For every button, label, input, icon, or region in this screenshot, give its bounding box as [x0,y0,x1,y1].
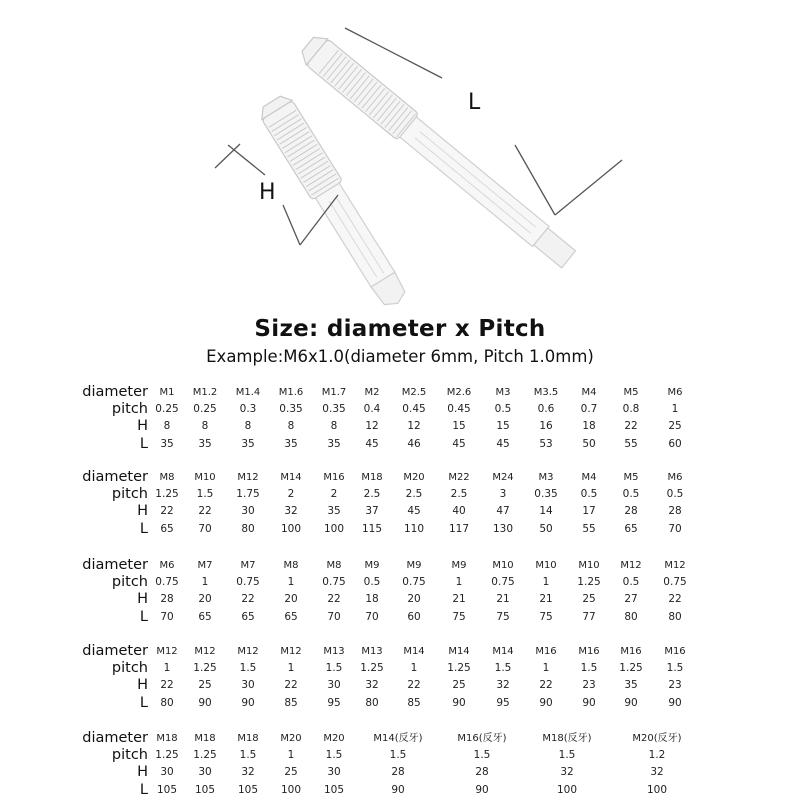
h-cell: 22 [284,679,298,691]
row-label-l: L [139,609,148,625]
l-cell: 110 [403,523,425,535]
diameter-cell: M9 [364,560,380,571]
l-cell: 65 [241,611,255,623]
row-label-h: H [137,418,148,434]
h-cell: 30 [327,679,341,691]
diameter-cell: M14 [280,472,302,483]
diameter-cell: M1.7 [321,387,347,398]
h-cell: 23 [582,679,596,691]
row-label-l: L [139,782,148,798]
size-table-1 [0,384,800,456]
h-cell: 32 [365,679,379,691]
diameter-cell: M14 [448,646,470,657]
pitch-cell: 2 [330,488,338,500]
pitch-cell: 1.25 [577,576,601,588]
diameter-cell: M3 [495,387,511,398]
l-cell: 70 [668,523,682,535]
h-cell: 22 [407,679,421,691]
l-cell: 100 [323,523,345,535]
diameter-cell: M2.5 [401,387,427,398]
pitch-cell: 1.25 [155,749,179,761]
h-cell: 16 [539,420,553,432]
diameter-cell: M12 [664,560,686,571]
diameter-cell: M2 [364,387,380,398]
l-cell: 80 [365,697,379,709]
diameter-cell: M16 [535,646,557,657]
diameter-cell: M14 [403,646,425,657]
l-cell: 65 [284,611,298,623]
h-cell: 8 [330,420,338,432]
tap-illustration [0,0,800,310]
l-cell: 46 [407,438,421,450]
pitch-cell: 1 [542,576,550,588]
diameter-cell: M5 [623,387,639,398]
l-cell: 70 [327,611,341,623]
diameter-cell: M12 [620,560,642,571]
diameter-cell: M16 [578,646,600,657]
h-cell: 20 [407,593,421,605]
h-cell: 32 [241,766,255,778]
h-cell: 15 [496,420,510,432]
diameter-cell: M16 [323,472,345,483]
pitch-cell: 0.6 [537,403,555,415]
row-label-diameter: diameter [82,384,148,400]
h-cell: 30 [198,766,212,778]
diameter-cell: M4 [581,387,597,398]
pitch-cell: 0.3 [239,403,257,415]
diameter-cell: M18 [194,733,216,744]
h-cell: 12 [365,420,379,432]
pitch-cell: 1.5 [473,749,491,761]
pitch-cell: 1 [287,662,295,674]
l-cell: 85 [284,697,298,709]
pitch-cell: 3 [499,488,507,500]
l-cell: 70 [365,611,379,623]
l-cell: 65 [624,523,638,535]
pitch-cell: 1.25 [360,662,384,674]
diameter-cell: M18(反牙) [542,733,592,744]
size-example: Example:M6x1.0(diameter 6mm, Pitch 1.0mm) [206,347,594,366]
diameter-cell: M2.6 [446,387,472,398]
l-cell: 70 [198,523,212,535]
row-label-pitch: pitch [111,486,148,502]
row-label-l: L [139,521,148,537]
l-cell: 95 [327,697,341,709]
pitch-cell: 1 [410,662,418,674]
h-cell: 27 [624,593,638,605]
pitch-cell: 0.45 [402,403,426,415]
l-cell: 75 [539,611,553,623]
diameter-cell: M7 [240,560,256,571]
h-cell: 30 [241,505,255,517]
l-cell: 90 [475,784,489,796]
h-cell: 12 [407,420,421,432]
h-cell: 25 [668,420,682,432]
size-table-2 [0,469,800,541]
h-cell: 21 [496,593,510,605]
size-table-3 [0,557,800,629]
diameter-cell: M1.4 [235,387,261,398]
h-cell: 8 [244,420,252,432]
pitch-cell: 0.5 [580,488,598,500]
l-cell: 75 [496,611,510,623]
row-label-h: H [137,503,148,519]
pitch-cell: 0.75 [236,576,260,588]
l-cell: 75 [452,611,466,623]
pitch-cell: 1 [542,662,550,674]
l-cell: 105 [194,784,216,796]
diameter-cell: M6 [667,472,683,483]
l-cell: 105 [323,784,345,796]
tap-diagram [0,0,800,310]
l-cell: 55 [582,523,596,535]
diameter-cell: M1.6 [278,387,304,398]
diameter-cell: M20 [403,472,425,483]
l-cell: 45 [452,438,466,450]
h-cell: 32 [650,766,664,778]
row-label-diameter: diameter [82,469,148,485]
l-cell: 60 [407,611,421,623]
length-dimension-label: L [468,90,481,115]
row-label-diameter: diameter [82,730,148,746]
pitch-cell: 1.5 [239,749,257,761]
l-cell: 115 [361,523,383,535]
h-cell: 40 [452,505,466,517]
diameter-cell: M10 [578,560,600,571]
pitch-cell: 1.25 [193,749,217,761]
h-cell: 28 [391,766,405,778]
diameter-cell: M3.5 [533,387,559,398]
pitch-cell: 1 [455,576,463,588]
l-cell: 90 [391,784,405,796]
l-cell: 100 [556,784,578,796]
row-label-pitch: pitch [111,401,148,417]
l-cell: 80 [241,523,255,535]
h-cell: 15 [452,420,466,432]
pitch-cell: 1.75 [236,488,260,500]
pitch-cell: 1.5 [494,662,512,674]
pitch-cell: 1.25 [447,662,471,674]
h-cell: 28 [475,766,489,778]
diameter-cell: M20 [280,733,302,744]
pitch-cell: 2.5 [363,488,381,500]
row-label-l: L [139,695,148,711]
pitch-cell: 0.45 [447,403,471,415]
diameter-cell: M12 [237,646,259,657]
diameter-cell: M10 [492,560,514,571]
pitch-cell: 0.5 [666,488,684,500]
l-cell: 105 [237,784,259,796]
diameter-cell: M13 [361,646,383,657]
h-cell: 45 [407,505,421,517]
l-cell: 90 [539,697,553,709]
l-cell: 95 [496,697,510,709]
diameter-cell: M22 [448,472,470,483]
pitch-cell: 1 [201,576,209,588]
pitch-cell: 1.5 [389,749,407,761]
pitch-cell: 1.25 [619,662,643,674]
h-cell: 35 [327,505,341,517]
l-cell: 35 [160,438,174,450]
l-cell: 45 [365,438,379,450]
pitch-cell: 2.5 [450,488,468,500]
pitch-cell: 0.8 [622,403,640,415]
pitch-cell: 1.5 [558,749,576,761]
pitch-cell: 0.75 [155,576,179,588]
h-cell: 30 [327,766,341,778]
row-label-pitch: pitch [111,747,148,763]
diameter-cell: M24 [492,472,514,483]
l-cell: 35 [284,438,298,450]
row-label-diameter: diameter [82,643,148,659]
diameter-cell: M8 [326,560,342,571]
l-cell: 90 [582,697,596,709]
l-cell: 130 [492,523,514,535]
diameter-cell: M16 [620,646,642,657]
diameter-cell: M12 [280,646,302,657]
l-cell: 100 [646,784,668,796]
diameter-cell: M12 [156,646,178,657]
pitch-cell: 0.5 [363,576,381,588]
l-cell: 65 [198,611,212,623]
pitch-cell: 1 [671,403,679,415]
pitch-cell: 0.75 [663,576,687,588]
h-cell: 22 [668,593,682,605]
pitch-cell: 1.5 [239,662,257,674]
diameter-cell: M16(反牙) [457,733,507,744]
diameter-cell: M20 [323,733,345,744]
pitch-cell: 1.5 [325,749,343,761]
row-label-diameter: diameter [82,557,148,573]
h-cell: 32 [560,766,574,778]
pitch-cell: 0.5 [622,576,640,588]
size-table-4 [0,643,800,715]
l-cell: 90 [452,697,466,709]
l-cell: 70 [160,611,174,623]
h-cell: 8 [287,420,295,432]
diameter-cell: M6 [667,387,683,398]
diameter-cell: M20(反牙) [632,733,682,744]
l-cell: 90 [241,697,255,709]
pitch-cell: 0.75 [402,576,426,588]
h-cell: 18 [365,593,379,605]
row-label-h: H [137,764,148,780]
pitch-cell: 1.5 [196,488,214,500]
h-cell: 47 [496,505,510,517]
pitch-cell: 0.25 [155,403,179,415]
pitch-cell: 1.25 [155,488,179,500]
pitch-cell: 0.35 [322,403,346,415]
pitch-cell: 1.5 [580,662,598,674]
l-cell: 45 [496,438,510,450]
l-cell: 53 [539,438,553,450]
l-cell: 50 [539,523,553,535]
diameter-cell: M9 [406,560,422,571]
pitch-cell: 0.4 [363,403,381,415]
diameter-cell: M7 [197,560,213,571]
pitch-cell: 0.25 [193,403,217,415]
diameter-cell: M14 [492,646,514,657]
pitch-cell: 1.2 [648,749,666,761]
l-cell: 80 [668,611,682,623]
diameter-cell: M6 [159,560,175,571]
pitch-cell: 0.35 [534,488,558,500]
l-cell: 50 [582,438,596,450]
l-cell: 55 [624,438,638,450]
h-cell: 18 [582,420,596,432]
diameter-cell: M10 [535,560,557,571]
l-cell: 35 [241,438,255,450]
diameter-cell: M12 [194,646,216,657]
h-cell: 28 [624,505,638,517]
h-cell: 22 [241,593,255,605]
diameter-cell: M18 [237,733,259,744]
pitch-cell: 0.75 [491,576,515,588]
l-cell: 35 [198,438,212,450]
size-table-5 [0,730,800,802]
h-cell: 23 [668,679,682,691]
pitch-cell: 1.5 [666,662,684,674]
h-cell: 22 [198,505,212,517]
h-cell: 30 [241,679,255,691]
row-label-pitch: pitch [111,660,148,676]
diameter-cell: M1 [159,387,175,398]
pitch-cell: 1.5 [325,662,343,674]
l-cell: 65 [160,523,174,535]
diameter-cell: M12 [237,472,259,483]
size-title: Size: diameter x Pitch [254,316,546,342]
pitch-cell: 0.35 [279,403,303,415]
h-cell: 22 [539,679,553,691]
diameter-cell: M1.2 [192,387,218,398]
diameter-cell: M14(反牙) [373,733,423,744]
h-cell: 22 [160,505,174,517]
h-cell: 25 [452,679,466,691]
h-cell: 28 [160,593,174,605]
h-cell: 37 [365,505,379,517]
h-cell: 8 [201,420,209,432]
pitch-cell: 0.5 [622,488,640,500]
l-cell: 90 [668,697,682,709]
pitch-cell: 0.7 [580,403,598,415]
l-cell: 35 [327,438,341,450]
h-cell: 8 [163,420,171,432]
h-cell: 25 [198,679,212,691]
h-cell: 30 [160,766,174,778]
l-cell: 90 [624,697,638,709]
h-cell: 25 [582,593,596,605]
pitch-cell: 1 [287,749,295,761]
h-cell: 28 [668,505,682,517]
l-cell: 90 [198,697,212,709]
h-cell: 32 [284,505,298,517]
l-cell: 105 [156,784,178,796]
row-label-l: L [139,436,148,452]
h-cell: 21 [539,593,553,605]
diameter-cell: M4 [581,472,597,483]
pitch-cell: 1.25 [193,662,217,674]
height-dimension-label: H [259,180,276,205]
pitch-cell: 2.5 [405,488,423,500]
diameter-cell: M8 [283,560,299,571]
diameter-cell: M16 [664,646,686,657]
diameter-cell: M13 [323,646,345,657]
l-cell: 60 [668,438,682,450]
h-cell: 21 [452,593,466,605]
diameter-cell: M3 [538,472,554,483]
h-cell: 22 [327,593,341,605]
h-cell: 22 [624,420,638,432]
row-label-h: H [137,591,148,607]
h-cell: 14 [539,505,553,517]
h-cell: 20 [284,593,298,605]
l-cell: 117 [448,523,470,535]
h-cell: 35 [624,679,638,691]
h-cell: 22 [160,679,174,691]
diameter-cell: M9 [451,560,467,571]
pitch-cell: 1 [163,662,171,674]
pitch-cell: 0.75 [322,576,346,588]
diameter-cell: M5 [623,472,639,483]
h-cell: 32 [496,679,510,691]
diameter-cell: M10 [194,472,216,483]
row-label-h: H [137,677,148,693]
pitch-cell: 2 [287,488,295,500]
h-cell: 25 [284,766,298,778]
diameter-cell: M18 [156,733,178,744]
row-label-pitch: pitch [111,574,148,590]
l-cell: 85 [407,697,421,709]
diameter-cell: M18 [361,472,383,483]
h-cell: 17 [582,505,596,517]
l-cell: 80 [160,697,174,709]
pitch-cell: 1 [287,576,295,588]
l-cell: 80 [624,611,638,623]
l-cell: 100 [280,523,302,535]
l-cell: 100 [280,784,302,796]
h-cell: 20 [198,593,212,605]
diameter-cell: M8 [159,472,175,483]
l-cell: 77 [582,611,596,623]
pitch-cell: 0.5 [494,403,512,415]
